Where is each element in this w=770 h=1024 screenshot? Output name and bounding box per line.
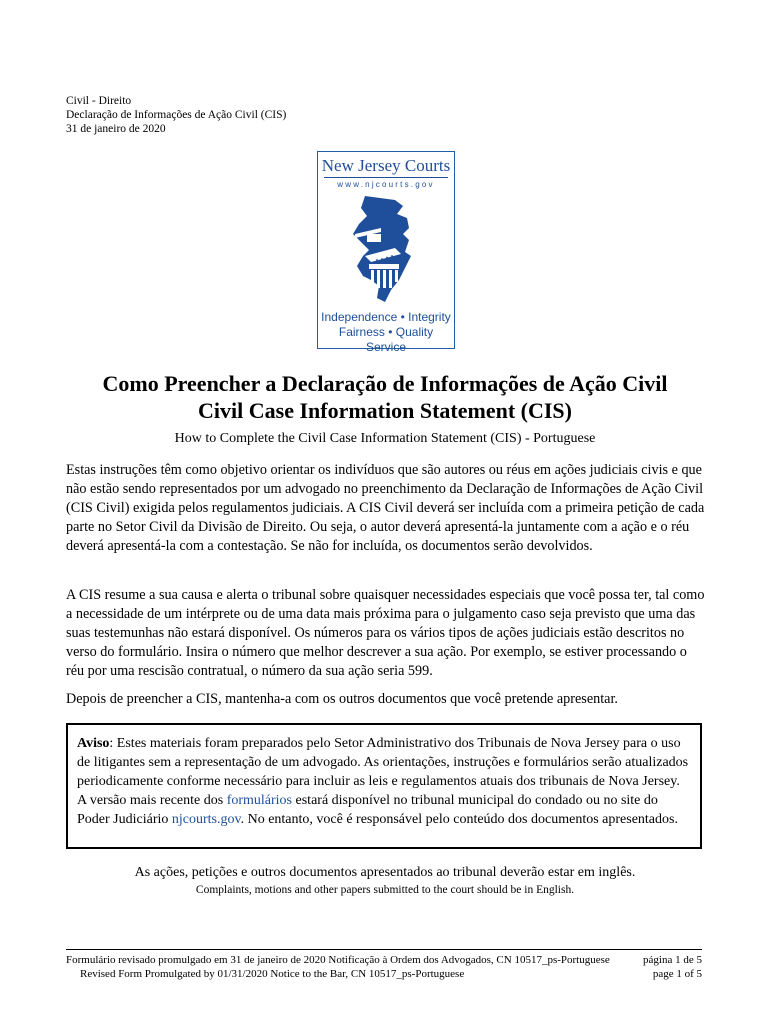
footer-revision-portuguese: Formulário revisado promulgado em 31 de janeiro de 2020 Notificação à Ordem dos Advogados, CN 10517_ps-Portuguese bbox=[66, 954, 610, 966]
logo-motto-line1: Independence • Integrity bbox=[321, 310, 451, 324]
logo-title: New Jersey Courts bbox=[321, 156, 451, 175]
logo-motto-line2: Fairness • Quality Service bbox=[338, 325, 434, 354]
intro-paragraph: Estas instruções têm como objetivo orientar os indivíduos que são autores ou réus em ações judiciais civis e que não estão sendo representados por um advogado no preenchimento da Declaração de Informações de Ação Civil (CIS Civil) exigida pelos regulamentos judiciais. A CIS Civil deverá ser incluída com a primeira petição de cada parte no Setor Civil da Divisão de Direito. Ou seja, o autor deverá apresentá-la juntamente com a ação e o réu deverá apresentá-la com a contestação. Se não for incluída, os documentos serão devolvidos. bbox=[66, 462, 705, 554]
main-title-english: Civil Case Information Statement (CIS) bbox=[198, 398, 572, 423]
document-header bbox=[66, 94, 286, 136]
subtitle: How to Complete the Civil Case Information Statement (CIS) - Portuguese bbox=[174, 431, 596, 446]
notice-box bbox=[66, 723, 702, 849]
cis-summary-paragraph: A CIS resume a sua causa e alerta o tribunal sobre quaisquer necessidades especiais que você possa ter, tal como a necessidade de um intérprete ou de uma data mais próxima para o julgamento caso seja previsto que uma das suas testemunhas não estará disponível. Os números para os vários tipos de ações judiciais estão descritos no verso do formulário. Insira o número que melhor descrever a sua ação. Por exemplo, se estiver processando o réu por uma rescisão contratual, o número da sua ação seria 599. bbox=[66, 587, 705, 679]
notice-text-2: estará disponível no tribunal municipal do condado ou no site do Poder Judiciário bbox=[77, 793, 658, 827]
njcourts-link[interactable]: njcourts.gov bbox=[171, 812, 241, 827]
header-form-name: Declaração de Informações de Ação Civil (CIS) bbox=[66, 109, 287, 121]
footer-divider bbox=[66, 949, 702, 950]
notice-text-1: : Estes materiais foram preparados pelo Setor Administrativo dos Tribunais de Nova Jersey para o uso de litigantes sem a representação de um advogado. As orientações, instruções e formulários serão atualizados periodicamente conforme necessário para incluir as leis e regulamentos atuais dos tribunais de Nova Jersey. A versão mais recente dos bbox=[77, 736, 689, 808]
forms-link[interactable]: formulários bbox=[226, 793, 293, 808]
page-number-portuguese: página 1 de 5 bbox=[643, 954, 702, 966]
after-completion-paragraph: Depois de preencher a CIS, mantenha-a com os outros documentos que você pretende apresentar. bbox=[66, 691, 618, 707]
new-jersey-map-icon bbox=[351, 194, 421, 306]
header-division: Civil - Direito bbox=[66, 95, 132, 107]
page-number-english: page 1 of 5 bbox=[652, 968, 702, 980]
language-note-portuguese: As ações, petições e outros documentos apresentados ao tribunal deverão estar em inglês. bbox=[134, 865, 636, 880]
notice-label: Aviso bbox=[77, 736, 110, 751]
notice-text-3: . No entanto, você é responsável pelo conteúdo dos documentos apresentados. bbox=[240, 812, 678, 827]
logo-divider bbox=[324, 177, 448, 178]
nj-courts-logo bbox=[317, 151, 455, 354]
footer-revision-english: Revised Form Promulgated by 01/31/2020 Notice to the Bar, CN 10517_ps-Portuguese bbox=[80, 968, 465, 980]
language-note-english: Complaints, motions and other papers submitted to the court should be in English. bbox=[195, 884, 575, 896]
main-title: Como Preencher a Declaração de Informações de Ação Civil bbox=[102, 371, 668, 396]
logo-url: www.njcourts.gov bbox=[337, 180, 435, 189]
page-number bbox=[643, 953, 702, 981]
header-date: 31 de janeiro de 2020 bbox=[66, 123, 166, 135]
